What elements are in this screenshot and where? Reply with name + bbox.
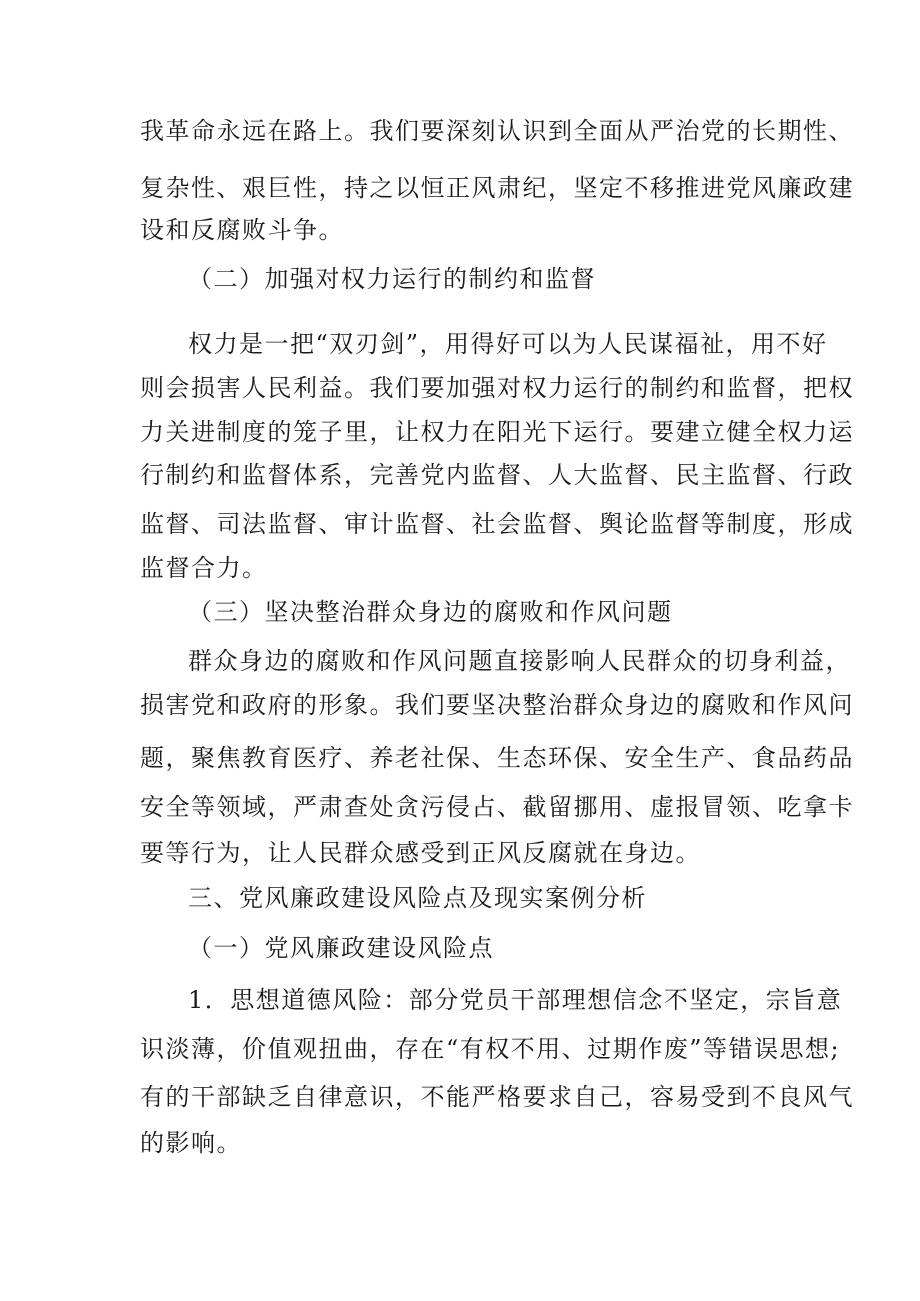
- chapter-heading: 三、党风廉政建设风险点及现实案例分析: [188, 884, 647, 912]
- paragraph-line: 识淡薄，价值观扭曲，存在“有权不用、过期作废”等错误思想;: [140, 1035, 841, 1063]
- paragraph-line: 监督、司法监督、审计监督、社会监督、舆论监督等制度，形成: [140, 510, 854, 538]
- paragraph-line: 有的干部缺乏自律意识，不能严格要求自己，容易受到不良风气: [140, 1083, 854, 1111]
- paragraph-line: 我革命永远在路上。我们要深刻认识到全面从严治党的长期性、: [140, 117, 854, 145]
- paragraph-line: 的影响。: [140, 1129, 242, 1157]
- paragraph-line: 力关进制度的笼子里，让权力在阳光下运行。要建立健全权力运: [140, 418, 854, 446]
- paragraph-line: 复杂性、艰巨性，持之以恒正风肃纪，坚定不移推进党风廉政建: [140, 174, 854, 202]
- paragraph-line: 要等行为，让人民群众感受到正风反腐就在身边。: [140, 839, 701, 867]
- paragraph-line: 群众身边的腐败和作风问题直接影响人民群众的切身利益，: [188, 647, 851, 675]
- paragraph-line: 则会损害人民利益。我们要加强对权力运行的制约和监督，把权: [140, 374, 854, 402]
- paragraph-line: 安全等领域，严肃查处贪污侵占、截留挪用、虚报冒领、吃拿卡: [140, 793, 854, 821]
- paragraph-line: 损害党和政府的形象。我们要坚决整治群众身边的腐败和作风问: [140, 691, 854, 719]
- section-heading: （三）坚决整治群众身边的腐败和作风问题: [188, 598, 673, 626]
- section-heading: （二）加强对权力运行的制约和监督: [188, 265, 596, 293]
- paragraph-line: 1．思想道德风险：部分党员干部理想信念不坚定，宗旨意: [188, 986, 843, 1014]
- paragraph-line: 行制约和监督体系，完善党内监督、人大监督、民主监督、行政: [140, 461, 854, 489]
- section-heading: （一）党风廉政建设风险点: [188, 934, 494, 962]
- paragraph-line: 题，聚焦教育医疗、养老社保、生态环保、安全生产、食品药品: [140, 744, 854, 772]
- paragraph-line: 权力是一把“双刃剑”，用得好可以为人民谋福祉，用不好: [188, 330, 828, 358]
- paragraph-line: 监督合力。: [140, 554, 268, 582]
- paragraph-line: 设和反腐败斗争。: [140, 216, 344, 244]
